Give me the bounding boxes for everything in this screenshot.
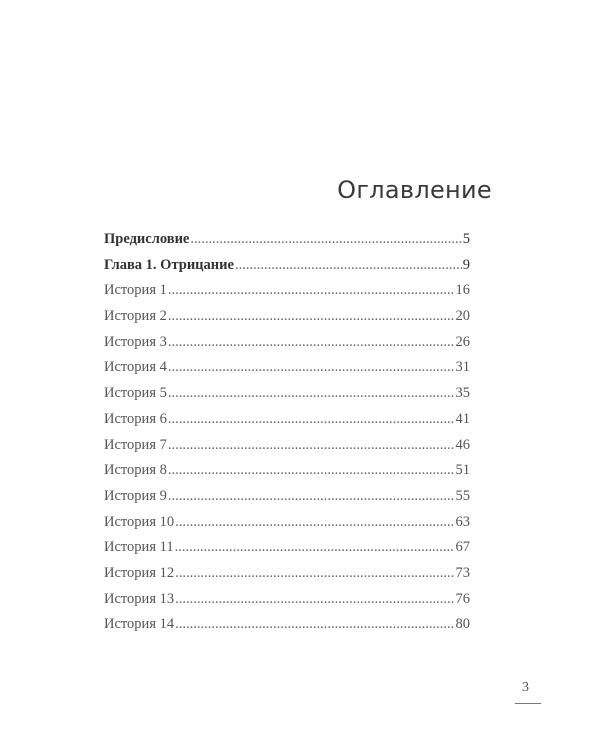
toc-entry (104, 539, 470, 565)
toc-entry-page: 41 (455, 410, 470, 427)
toc-entry-page: 63 (455, 513, 470, 530)
dot-leader (168, 359, 455, 376)
toc-entry (104, 565, 470, 591)
dot-leader (175, 591, 454, 608)
toc-entry (104, 411, 470, 437)
toc-entry-title: История 6 (104, 410, 167, 427)
toc-entry-page: 73 (455, 564, 470, 581)
toc-entry (104, 385, 470, 411)
toc-entry-page: 9 (462, 256, 470, 273)
dot-leader (175, 539, 455, 556)
toc-entry-title: История 13 (104, 590, 175, 607)
toc-entry-title: История 3 (104, 333, 167, 350)
toc-entry (104, 231, 470, 257)
toc-entry (104, 616, 470, 642)
toc-entry-page: 31 (455, 359, 470, 376)
toc-entry-page: 35 (455, 385, 470, 402)
dot-leader (235, 257, 462, 274)
dot-leader (168, 411, 455, 428)
toc-entry-title: История 12 (104, 564, 175, 581)
dot-leader (168, 308, 455, 325)
dot-leader (175, 514, 454, 531)
toc-entry-title: История 9 (104, 487, 167, 504)
toc-entry-title: История 4 (104, 359, 167, 376)
dot-leader (168, 334, 455, 351)
toc-entry (104, 359, 470, 385)
dot-leader (168, 437, 455, 454)
dot-leader (168, 462, 455, 479)
toc-entry (104, 257, 470, 283)
toc-entry-page: 76 (455, 590, 470, 607)
toc-entry (104, 437, 470, 463)
toc-entry-page: 20 (455, 308, 470, 325)
toc-entry (104, 591, 470, 617)
toc-entry-page: 46 (455, 436, 470, 453)
dot-leader (175, 616, 454, 633)
page-number-rule (515, 703, 541, 704)
dot-leader (175, 565, 454, 582)
toc-entry (104, 488, 470, 514)
toc-entry-title: История 11 (104, 539, 174, 556)
toc-entry-page: 51 (455, 462, 470, 479)
toc-entry-page: 80 (455, 616, 470, 633)
toc-entry (104, 282, 470, 308)
toc-entry-title: История 8 (104, 462, 167, 479)
toc-entry-page: 67 (455, 539, 470, 556)
page-number: 3 (522, 680, 529, 695)
page-title: Оглавление (337, 176, 492, 204)
toc-entry-page: 5 (462, 231, 470, 247)
toc-entry-title: История 5 (104, 385, 167, 402)
toc-entry-title: История 2 (104, 308, 167, 325)
table-of-contents (104, 231, 470, 642)
dot-leader (168, 488, 455, 505)
toc-entry-page: 55 (455, 487, 470, 504)
dot-leader (190, 231, 461, 248)
toc-entry-title: История 14 (104, 616, 175, 633)
toc-entry-title: Глава 1. Отрицание (104, 256, 234, 273)
toc-entry (104, 514, 470, 540)
toc-entry-title: История 10 (104, 513, 175, 530)
toc-entry-page: 16 (455, 282, 470, 299)
toc-entry-title: История 7 (104, 436, 167, 453)
dot-leader (168, 282, 455, 299)
toc-entry-title: История 1 (104, 282, 167, 299)
toc-entry (104, 462, 470, 488)
toc-entry-title: Предисловие (104, 231, 190, 247)
toc-entry-page: 26 (455, 333, 470, 350)
dot-leader (168, 385, 455, 402)
toc-entry (104, 334, 470, 360)
toc-entry (104, 308, 470, 334)
